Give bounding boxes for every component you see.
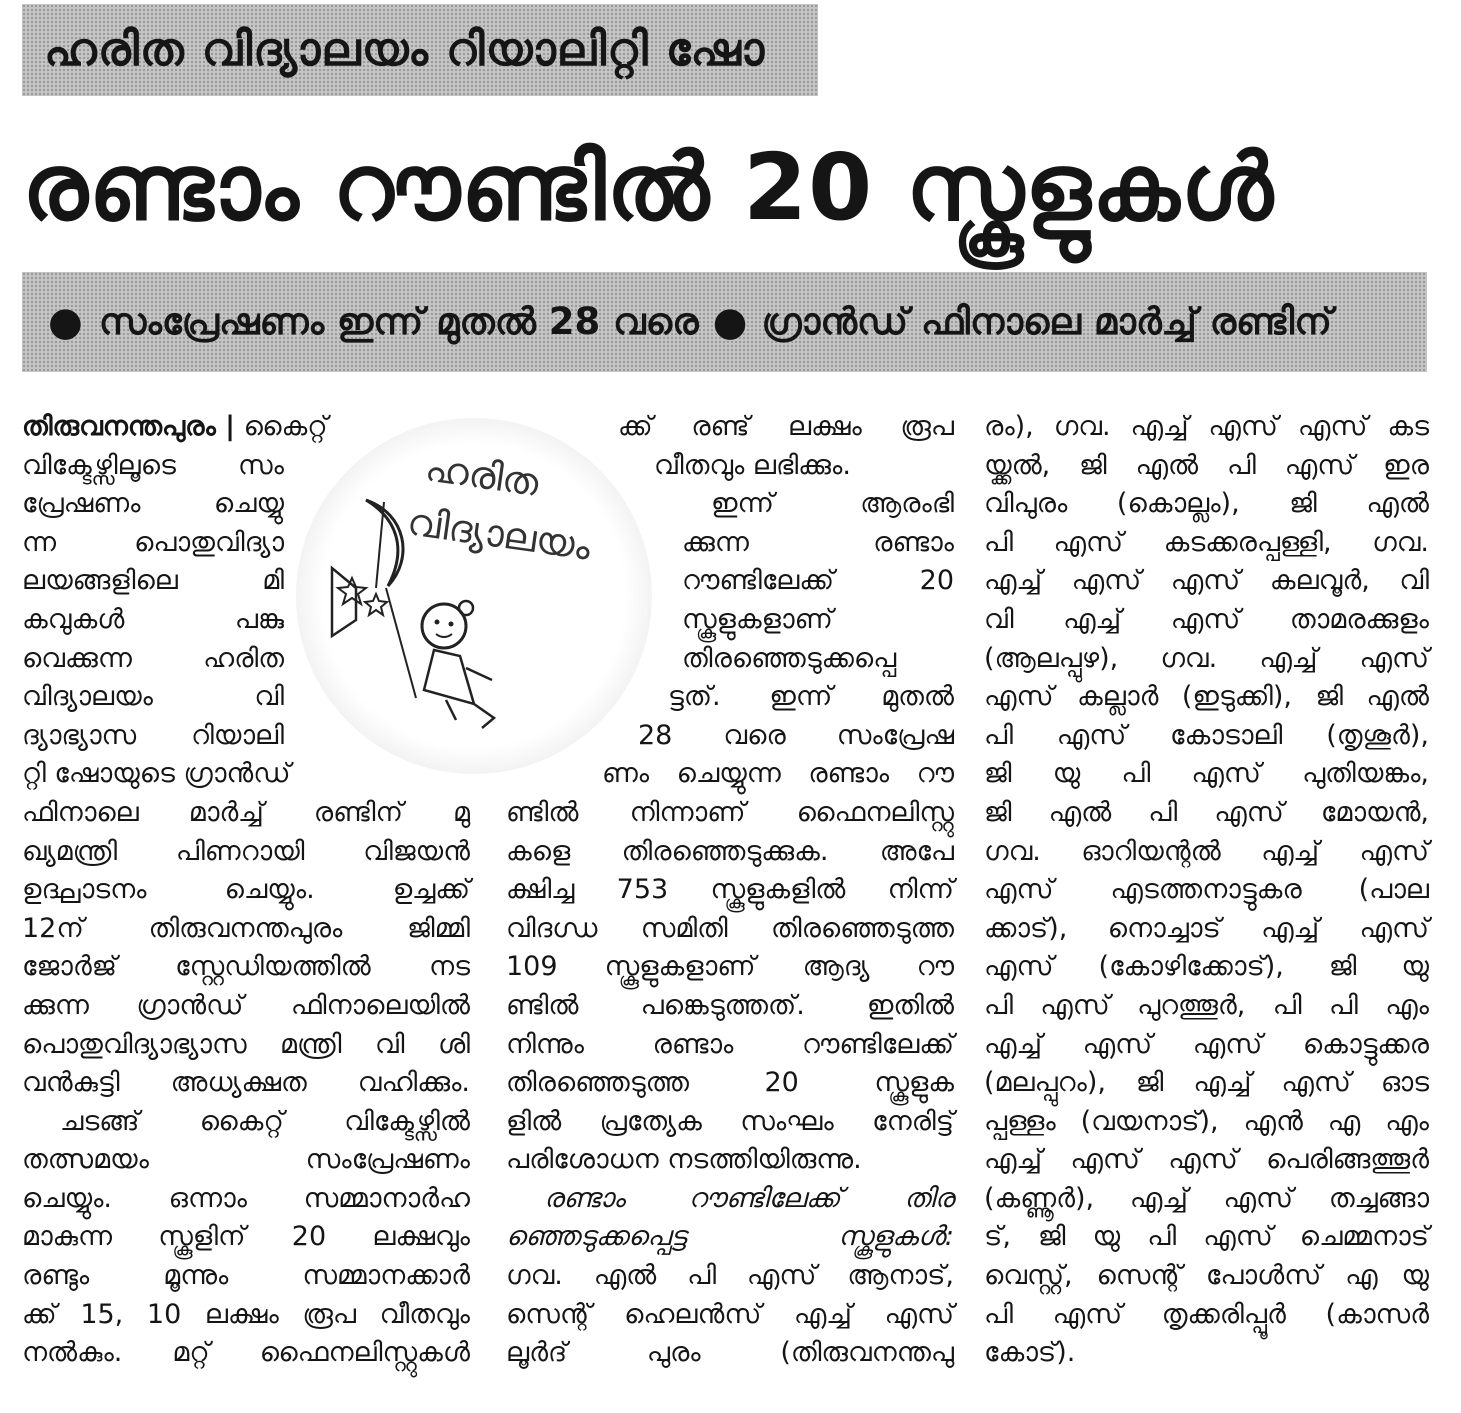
text-line: ക്കുന്ന ഗ്രാൻഡ് ഫിനാലെയിൽ	[22, 989, 470, 1021]
text-line: ദ്യാഭ്യാസ റിയാലി	[22, 719, 284, 751]
text-line: ഉദ്ഘാടനം ചെയ്യും. ഉച്ചക്ക്	[22, 874, 470, 906]
text-line: രണ്ടും മൂന്നും സമ്മാനക്കാർ	[22, 1260, 470, 1292]
text-line-subhead: രണ്ടാം റൗണ്ടിലേക്ക് തിര	[544, 1182, 954, 1214]
bullet-icon: ●	[712, 299, 748, 345]
text-line: വിദഗ്ധ സമിതി തിരഞ്ഞെടുത്ത	[506, 912, 954, 944]
text-line: മാകുന്ന സ്കൂളിന് 20 ലക്ഷവും	[22, 1221, 470, 1253]
text-line: വെസ്റ്റ്, സെന്റ് പോൾസ് എ യു	[984, 1260, 1429, 1292]
text-line: 28 വരെ സംപ്രേഷ	[638, 719, 954, 751]
article-column-2	[506, 408, 954, 1373]
text-line: എസ് കല്ലാർ (ഇടുക്കി), ജി എൽ	[984, 681, 1429, 713]
text-line: ണ്ടിൽ പങ്കെടുത്തത്. ഇതിൽ	[506, 989, 954, 1021]
text-line: ഗവ. എൽ പി എസ് ആനാട്,	[506, 1260, 954, 1292]
kicker-text: ഹരിത വിദ്യാലയം റിയാലിറ്റി ഷോ	[44, 22, 766, 76]
text-line: സ്കൂളുകളാണ്	[682, 603, 833, 635]
deck-banner	[22, 272, 1427, 372]
logo-text-line-1: ഹരിത	[422, 445, 542, 505]
text-line: ളിൽ പ്രത്യേക സംഘം നേരിട്ട്	[506, 1105, 954, 1137]
text-line: പ്പള്ളം (വയനാട്), എൻ എ എം	[984, 1105, 1429, 1137]
text-line: (ആലപ്പുഴ), ഗവ. എച്ച് എസ്	[984, 642, 1429, 674]
dateline-line: തിരുവനന്തപുരം | കൈറ്റ്	[22, 411, 328, 442]
text-line: (കണ്ണൂർ), എച്ച് എസ് തച്ചങ്ങാ	[984, 1182, 1429, 1214]
text-line: യ്ക്കൽ, ജി എൽ പി എസ് ഇര	[984, 449, 1429, 481]
text-line: കവുകൾ പങ്കു	[22, 603, 284, 635]
text-line: പൊതുവിദ്യാഭ്യാസ മന്ത്രി വി ശി	[22, 1028, 470, 1060]
text-line: സെന്റ് ഹെലൻസ് എച്ച് എസ്	[506, 1298, 954, 1330]
deck-item-1: സംപ്രേഷണം ഇന്ന് മുതൽ 28 വരെ	[98, 300, 699, 343]
text-line: നിന്നും രണ്ടാം റൗണ്ടിലേക്ക്	[506, 1028, 954, 1060]
text-line: ജി എൽ പി എസ് മോയൻ,	[984, 796, 1429, 828]
text-line: ചടങ്ങ് കൈറ്റ് വിക്ടേഴ്സിൽ	[60, 1105, 470, 1137]
text-line: ട്ടത്. ഇന്ന് മുതൽ	[668, 681, 954, 713]
text-line: പി എസ് പുറത്തൂർ, പി പി എം	[984, 989, 1429, 1021]
text-line: ലയങ്ങളിലെ മി	[22, 565, 284, 597]
text-line: റൗണ്ടിലേക്ക് 20	[682, 565, 954, 597]
text-line: ണം ചെയ്യുന്ന രണ്ടാം റൗ	[602, 758, 954, 790]
text-line: ക്ക് രണ്ട് ലക്ഷം രൂപ	[618, 411, 954, 442]
text-line: എച്ച് എസ് എസ് കൊട്ടുക്കര	[984, 1028, 1429, 1060]
text-line: തിരഞ്ഞെടുക്കപ്പെ	[682, 642, 897, 674]
text-line: വിപുരം (കൊല്ലം), ജി എൽ	[984, 488, 1429, 520]
text-line: വൻകുട്ടി അധ്യക്ഷത വഹിക്കും.	[22, 1067, 470, 1099]
text-line: ണ്ടിൽ നിന്നാണ് ഫൈനലിസ്റ്റു	[506, 796, 954, 828]
text-line: ക്ഷിച്ച 753 സ്കൂളുകളിൽ നിന്ന്	[506, 874, 954, 906]
text-line: വീതവും ലഭിക്കും.	[654, 449, 851, 481]
text-line: (മലപ്പുറം), ജി എച്ച് എസ് ഓട	[984, 1067, 1429, 1099]
headline: രണ്ടാം റൗണ്ടിൽ 20 സ്കൂളുകൾ	[22, 133, 1274, 241]
text-line: കോട്).	[984, 1337, 1076, 1369]
text-line: പ്രേഷണം ചെയ്യു	[22, 488, 284, 520]
girl-on-swing-icon	[386, 588, 494, 728]
text-line: ഗവ. ഓറിയന്റൽ എച്ച് എസ്	[984, 835, 1429, 867]
text-line: രം), ഗവ. എച്ച് എസ് എസ് കട	[984, 411, 1429, 442]
text-line: കളെ തിരഞ്ഞെടുക്കുക. അപേ	[506, 835, 954, 867]
bullet-icon: ●	[48, 299, 83, 345]
text-line: വിദ്യാലയം വി	[22, 681, 284, 713]
text-line: ന്ന പൊതുവിദ്യാ	[22, 526, 284, 558]
text-line: തിരഞ്ഞെടുത്ത 20 സ്കൂളുക	[506, 1067, 954, 1099]
dateline: തിരുവനന്തപുരം |	[22, 411, 236, 442]
kicker-banner	[22, 4, 818, 96]
text-line: തത്സമയം സംപ്രേഷണം	[22, 1144, 470, 1176]
logo-text-line-2: വിദ്യാലയം	[404, 499, 594, 569]
text-line: ജി യു പി എസ് പുതിയങ്കം,	[984, 758, 1429, 790]
article-column-3	[984, 408, 1429, 1373]
text-line: വി എച്ച് എസ് താമരക്കുളം	[984, 603, 1429, 635]
crescent-moon-icon	[366, 500, 403, 586]
text-line: പി എസ് കടക്കരപ്പള്ളി, ഗവ.	[984, 526, 1429, 558]
text-line: എസ് (കോഴിക്കോട്), ജി യു	[984, 951, 1429, 983]
text-line: ലൂർദ് പുരം (തിരുവനന്തപു	[506, 1337, 954, 1369]
text-line: 109 സ്കൂളുകളാണ് ആദ്യ റൗ	[506, 951, 954, 983]
text-line: എച്ച് എസ് എസ് പെരിങ്ങത്തൂർ	[984, 1144, 1429, 1176]
star-icon	[338, 578, 366, 604]
text-line: 12ന് തിരുവനന്തപുരം ജിമ്മി	[22, 912, 470, 944]
swing-rope-icon	[376, 502, 384, 588]
text-line: ഖ്യമന്ത്രി പിണറായി വിജയൻ	[22, 835, 470, 867]
text-line: ചെയ്യും. ഒന്നാം സമ്മാനാർഹ	[22, 1182, 470, 1214]
text-line: ട്, ജി യു പി എസ് ചെമ്മനാട്	[984, 1221, 1429, 1253]
text-line: വിക്ടേഴ്സിലൂടെ സം	[22, 449, 284, 481]
text-line: എസ് എടത്തനാട്ടുകര (പാല	[984, 874, 1429, 906]
text-line: റ്റി ഷോയുടെ ഗ്രാൻഡ്	[22, 758, 291, 790]
text-line: പി എസ് കോടാലി (തൃശൂർ),	[984, 719, 1429, 751]
text-line: ജോർജ് സ്റ്റേഡിയത്തിൽ നട	[22, 951, 470, 983]
text-line: ഫിനാലെ മാർച്ച് രണ്ടിന് മു	[22, 796, 470, 828]
text-line: ക്ക് 15, 10 ലക്ഷം രൂപ വീതവും	[22, 1298, 470, 1330]
star-icon	[365, 594, 387, 615]
text-line: എച്ച് എസ് എസ് കലവൂർ, വി	[984, 565, 1429, 597]
text-line: ഇന്ന് ആരംഭി	[711, 488, 954, 520]
text-line-subhead: ഞ്ഞെടുക്കപ്പെട്ട സ്കൂളുകൾ:	[506, 1221, 954, 1253]
text-line: പി എസ് തൃക്കരിപ്പൂർ (കാസർ	[984, 1298, 1429, 1330]
text-line: ക്കാട്), നൊച്ചാട് എച്ച് എസ്	[984, 912, 1429, 944]
text-line: പരിശോധന നടത്തിയിരുന്നു.	[506, 1144, 862, 1176]
deck-item-2: ഗ്രാൻഡ് ഫിനാലെ മാർച്ച് രണ്ടിന്	[761, 300, 1332, 343]
text-line: നൽകും. മറ്റ് ഫൈനലിസ്റ്റുകൾ	[22, 1337, 470, 1369]
text-line: ക്കുന്ന രണ്ടാം	[682, 526, 954, 558]
text-line: വെക്കുന്ന ഹരിത	[22, 642, 284, 674]
